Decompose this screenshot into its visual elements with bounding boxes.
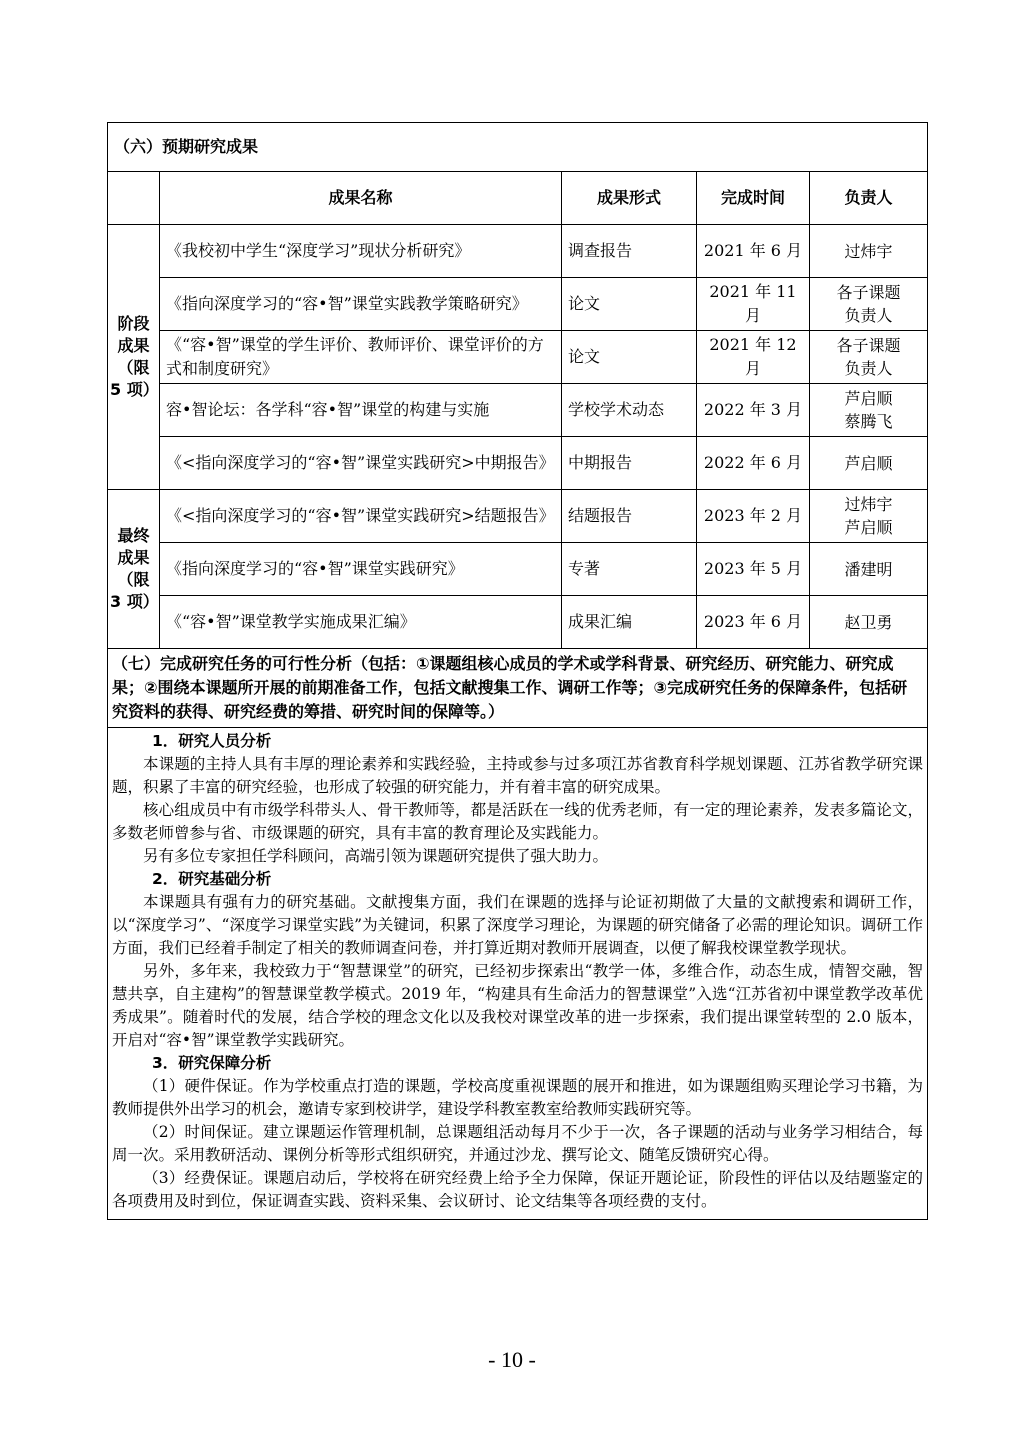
category-label-line: 成果 [117, 336, 150, 355]
final-category-label [108, 490, 160, 649]
document-sheet [107, 122, 927, 1220]
final-result-row [108, 490, 928, 543]
subsection-heading: 2．研究基础分析 [152, 870, 272, 888]
owner-line: 潘建明 [844, 559, 893, 579]
owner-line: 各子课题 [836, 336, 901, 355]
result-form: 调查报告 [562, 225, 697, 278]
header-form: 成果形式 [562, 172, 697, 225]
result-form: 成果汇编 [562, 596, 697, 649]
result-name: 《<指向深度学习的“容•智”课堂实践研究>结题报告》 [160, 490, 562, 543]
category-label-line: （限 [117, 570, 150, 589]
owner-line: 负责人 [844, 306, 893, 325]
stage-result-row [108, 225, 928, 278]
result-time: 2021 年 12 月 [697, 331, 810, 384]
owner-line: 芦启顺 [844, 518, 893, 537]
result-owner [810, 437, 928, 490]
form-table [107, 122, 928, 1220]
owner-line: 芦启顺 [844, 453, 893, 473]
category-label-line: 阶段 [117, 314, 150, 333]
owner-line: 过炜宇 [844, 241, 893, 261]
body-paragraph: 另外，多年来，我校致力于“智慧课堂”的研究，已经初步探索出“教学一体，多维合作，动态生成，情智交融，智慧共享，自主建构”的智慧课堂教学模式。2019 年，“构建具有生命活力的智慧课堂”入选“江苏省初中课堂教学改革优秀成果”。随着时代的发展，结合学校的理念文化以及我校对课堂改革的进一步探索，我们提出课堂转型的 2.0 版本，开启对“容•智”课堂教学实践研究。 [112, 962, 924, 1049]
result-owner [810, 225, 928, 278]
result-owner [810, 331, 928, 384]
stage-result-row [108, 331, 928, 384]
header-empty-cell [108, 172, 160, 225]
body-paragraph: 核心组成员中有市级学科带头人、骨干教师等，都是活跃在一线的优秀老师，有一定的理论素养，发表多篇论文，多数老师曾参与省、市级课题的研究，具有丰富的教育理论及实践能力。 [112, 801, 924, 842]
result-form: 论文 [562, 278, 697, 331]
section7-title: （七）完成研究任务的可行性分析（包括：①课题组核心成员的学术或学科背景、研究经历、研究能力、研究成果；②围绕本课题所开展的前期准备工作，包括文献搜集工作、调研工作等；③完成研究任务的保障条件，包括研究资料的获得、研究经费的筹措、研究时间的保障等。） [108, 649, 928, 728]
header-name: 成果名称 [160, 172, 562, 225]
category-label-line: （限 [117, 358, 150, 377]
header-owner: 负责人 [810, 172, 928, 225]
final-result-row [108, 543, 928, 596]
result-form: 中期报告 [562, 437, 697, 490]
owner-line: 负责人 [844, 359, 893, 378]
subsection-heading: 3．研究保障分析 [152, 1054, 272, 1072]
result-time: 2022 年 3 月 [697, 384, 810, 437]
result-form: 专著 [562, 543, 697, 596]
section7-body [108, 728, 928, 1220]
result-time: 2021 年 11 月 [697, 278, 810, 331]
result-name: 《指向深度学习的“容•智”课堂实践研究》 [160, 543, 562, 596]
result-name: 《我校初中学生“深度学习”现状分析研究》 [160, 225, 562, 278]
category-label-line: 3 项） [110, 592, 159, 611]
result-owner [810, 278, 928, 331]
result-time: 2023 年 5 月 [697, 543, 810, 596]
results-header-row [108, 172, 928, 225]
section6-title: （六）预期研究成果 [108, 123, 928, 172]
result-name: 《指向深度学习的“容•智”课堂实践教学策略研究》 [160, 278, 562, 331]
result-name: 《“容•智”课堂教学实施成果汇编》 [160, 596, 562, 649]
page-number: - 10 - [488, 1347, 536, 1372]
stage-result-row [108, 278, 928, 331]
body-paragraph: 另有多位专家担任学科顾问，高端引领为课题研究提供了强大助力。 [143, 847, 609, 865]
stage-category-label [108, 225, 160, 490]
owner-line: 各子课题 [836, 283, 901, 302]
result-name: 容•智论坛：各学科“容•智”课堂的构建与实施 [160, 384, 562, 437]
body-paragraph: （1）硬件保证。作为学校重点打造的课题，学校高度重视课题的展开和推进，如为课题组购买理论学习书籍，为教师提供外出学习的机会，邀请专家到校讲学，建设学科教室教室给教师实践研究等。 [112, 1077, 924, 1118]
body-paragraph: 本课题具有强有力的研究基础。文献搜集方面，我们在课题的选择与论证初期做了大量的文献搜索和调研工作，以“深度学习”、“深度学习课堂实践”为关键词，积累了深度学习理论，为课题的研究储备了必需的理论知识。调研工作方面，我们已经着手制定了相关的教师调查问卷，并打算近期对教师开展调查，以便了解我校课堂教学现状。 [112, 893, 924, 957]
result-name: 《<指向深度学习的“容•智”课堂实践研究>中期报告》 [160, 437, 562, 490]
result-owner [810, 384, 928, 437]
result-owner [810, 490, 928, 543]
result-name: 《“容•智”课堂的学生评价、教师评价、课堂评价的方式和制度研究》 [160, 331, 562, 384]
result-time: 2023 年 2 月 [697, 490, 810, 543]
result-form: 结题报告 [562, 490, 697, 543]
owner-line: 赵卫勇 [844, 612, 893, 632]
result-form: 学校学术动态 [562, 384, 697, 437]
final-result-row [108, 596, 928, 649]
result-owner [810, 543, 928, 596]
category-label-line: 成果 [117, 548, 150, 567]
owner-line: 过炜宇 [844, 495, 893, 514]
result-owner [810, 596, 928, 649]
result-time: 2021 年 6 月 [697, 225, 810, 278]
stage-result-row [108, 384, 928, 437]
stage-result-row [108, 437, 928, 490]
body-paragraph: （3）经费保证。课题启动后，学校将在研究经费上给予全力保障，保证开题论证，阶段性的评估以及结题鉴定的各项费用及时到位，保证调查实践、资料采集、会议研讨、论文结集等各项经费的支付。 [112, 1169, 924, 1210]
result-time: 2023 年 6 月 [697, 596, 810, 649]
body-paragraph: 本课题的主持人具有丰厚的理论素养和实践经验，主持或参与过多项江苏省教育科学规划课题、江苏省教学研究课题，积累了丰富的研究经验，也形成了较强的研究能力，并有着丰富的研究成果。 [112, 755, 924, 796]
result-form: 论文 [562, 331, 697, 384]
owner-line: 芦启顺 [844, 389, 893, 408]
header-time: 完成时间 [697, 172, 810, 225]
category-label-line: 5 项） [110, 380, 159, 399]
body-paragraph: （2）时间保证。建立课题运作管理机制，总课题组活动每月不少于一次，各子课题的活动与业务学习相结合，每周一次。采用教研活动、课例分析等形式组织研究，并通过沙龙、撰写论文、随笔反馈研究心得。 [112, 1123, 924, 1164]
owner-line: 蔡腾飞 [844, 412, 893, 431]
category-label-line: 最终 [117, 526, 150, 545]
result-time: 2022 年 6 月 [697, 437, 810, 490]
subsection-heading: 1．研究人员分析 [152, 732, 272, 750]
